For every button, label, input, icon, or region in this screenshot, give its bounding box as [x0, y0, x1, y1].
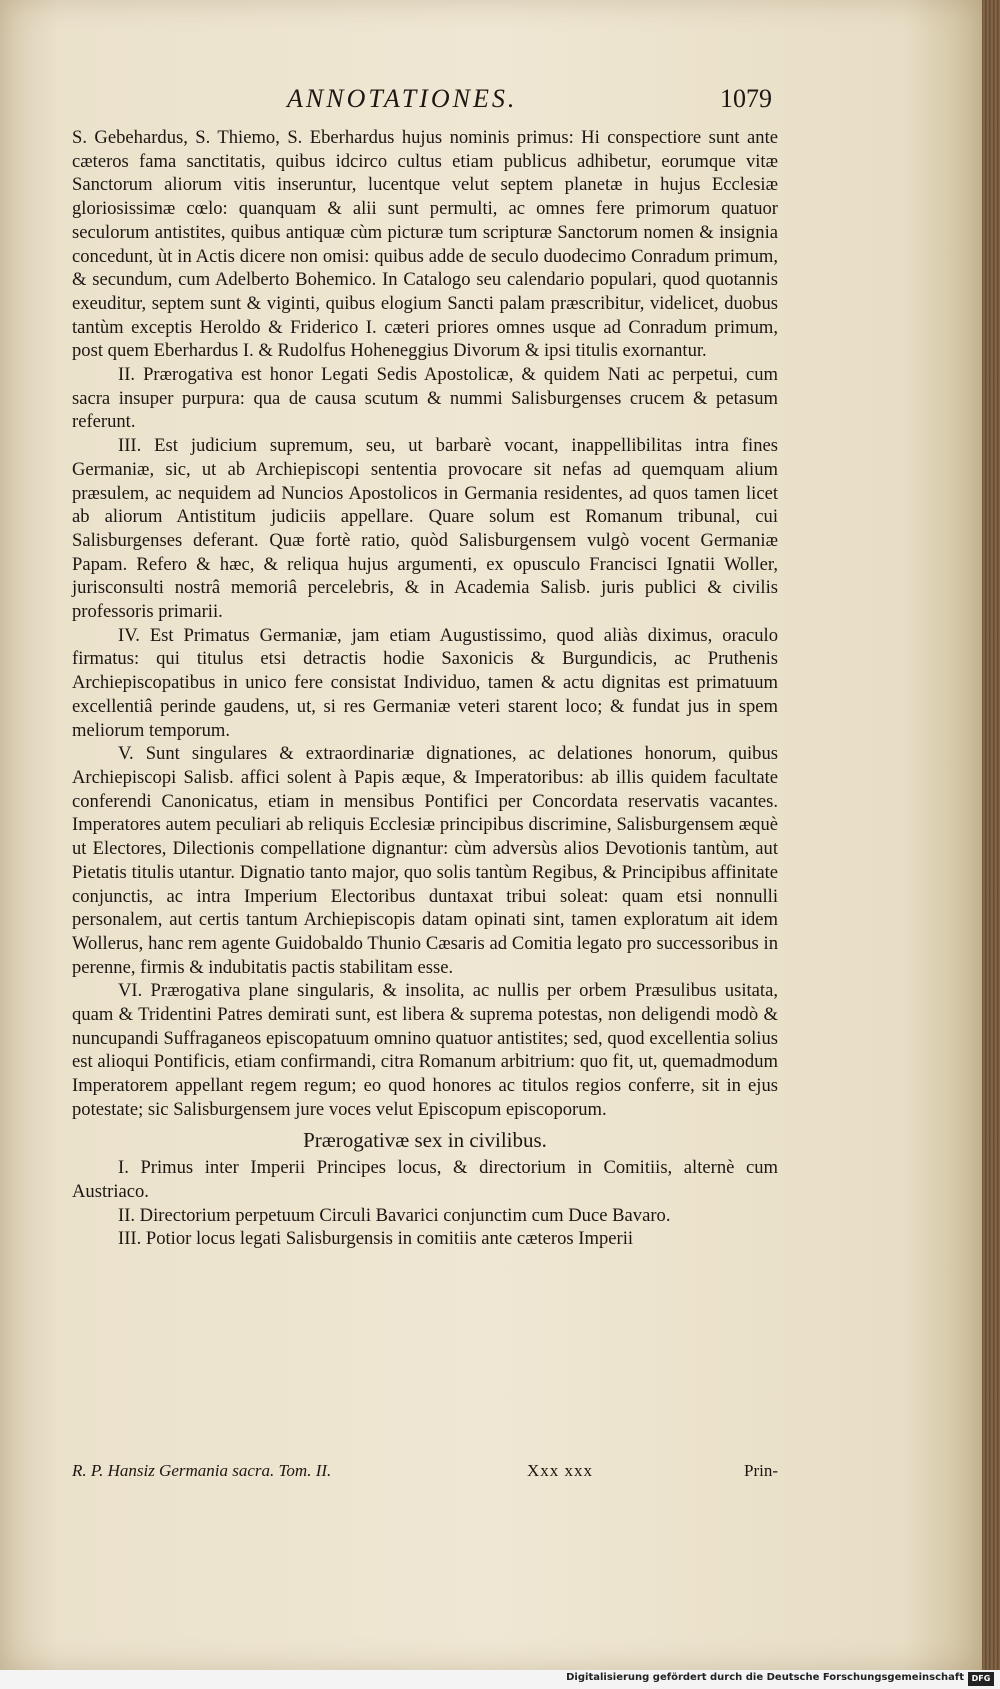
footer-book-title: R. P. Hansiz Germania sacra. Tom. II. — [72, 1461, 332, 1480]
section-heading: Prærogativæ sex in civilibus. — [303, 1127, 547, 1152]
page-header — [72, 84, 772, 124]
paragraph-prerogative-5: V. Sunt singulares & extraordinariæ dignationes, ac delationes honorum, quibus Archiepiscopi Salisb. affici solent à Papis æque, & Imperatoribus: ab illis quidem facultate conferendi Canonicatus, etiam in mensibus Pontifici per Concordata reservatis vacantes. Imperatores autem peculiari ab reliquis Ecclesiæ principibus discrimine, Salisburgensem æquè ut Electores, Dilectionis compellatione dignantur: cùm adversùs alios Devotionis tantùm, aut Pietatis titulis utantur. Dignatio tanto major, quo solis tantùm Regibus, & Principibus affinitate conjunctis, ac intra Imperium Electoribus duntaxat tribui soleat: quam etsi nonnulli personalem, aut certis tantum Archiepiscopis datam opinati sint, tamen exploratum ait idem Wollerus, hanc rem agente Guidobaldo Thunio Cæsaris ad Comitia legato pro successoribus in perenne, firmis & indubitatis pactis stabilitam esse. — [72, 743, 778, 978]
body-text — [72, 126, 778, 1251]
civil-item-2: II. Directorium perpetuum Circuli Bavarici conjunctim cum Duce Bavaro. — [118, 1204, 671, 1226]
civil-item-3: III. Potior locus legati Salisburgensis in comitiis ante cæteros Imperii — [118, 1228, 634, 1250]
digitization-credit: Digitalisierung gefördert durch die Deutsche Forschungsgemeinschaft — [566, 1672, 964, 1683]
page-footer — [72, 1461, 778, 1487]
paragraph-prerogative-4: IV. Est Primatus Germaniæ, jam etiam Augustissimo, quod aliàs diximus, oraculo firmatus: qui titulus etsi detractis hodie Saxonicis & Burgundicis, ac Pruthenis Archiepiscopatibus in unico fere consistat Individuo, tamen & actu dignitas est primatuum excellentiâ perinde gaudens, ut, si res Germaniæ veteri starent loco; & fundat jus in spem meliorum temporum. — [72, 624, 778, 741]
dfg-logo-icon: DFG — [968, 1672, 994, 1686]
paragraph-saints: S. Gebehardus, S. Thiemo, S. Eberhardus hujus nominis primus: Hi conspectiore sunt ante cæteros fama sanctitatis, quibus idcirco cultus etiam publicus adhibetur, eorumque vitæ Sanctorum aliorum vitis inseruntur, lucentque velut septem planetæ in hujus Ecclesiæ gloriosissimæ cœlo: quanquam & alii sunt permulti, ac omnes fere primorum quatuor seculorum antistites, quibus antiquæ cùm picturæ tum scripturæ Sanctorum nomen & insignia concedunt, ùt in Actis dicere non omisi: quibus adde de seculo duodecimo Conradum primum, & secundum, cum Adelberto Bohemico. In Catalogo seu calendario populari, quod quotannis exeuditur, septem sunt & viginti, quibus elogium Sancti palam præscribitur, videlicet, duobus tantùm exceptis Heroldo & Friderico I. cæteri priores omnes usque ad Conradum primum, post quem Eberhardus I. & Rudolfus Hoheneggius Divorum & ipsi titulis exornantur. — [72, 127, 778, 362]
paragraph-prerogative-6: VI. Prærogativa plane singularis, & insolita, ac nullis per orbem Præsulibus usitata, quam & Tridentini Patres demirati sunt, est libera & suprema potestas, non deligendi modò & nuncupandi Suffraganeos episcopatuum omnino quatuor antistites; sed, quod excellentia solius est alioqui Pontificis, etiam confirmandi, citra Romanum arbitrium: quo fit, ut, quemadmodum Imperatorem appellant regem regum; eo quod honores ac titulos regios conferre, sit in ejus potestate; sic Salisburgensem jure voces velut Episcopum episcoporum. — [72, 980, 778, 1120]
paragraph-prerogative-2: II. Prærogativa est honor Legati Sedis Apostolicæ, & quidem Nati ac perpetui, cum sacra insuper purpura: qua de causa scutum & nummi Salisburgenses crucem & petasum referunt. — [72, 364, 778, 433]
page-edge — [982, 0, 1000, 1670]
running-title: ANNOTATIONES. — [287, 84, 518, 113]
footer-catchword: Prin- — [744, 1461, 778, 1480]
page-number: 1079 — [720, 84, 772, 113]
civil-item-1: I. Primus inter Imperii Principes locus, & directorium in Comitiis, alternè cum Austriaco. — [72, 1157, 778, 1202]
paragraph-prerogative-3: III. Est judicium supremum, seu, ut barbarè vocant, inappellibilitas intra fines Germaniæ, sic, ut ab Archiepiscopi sententia provocare sit nefas ad quemquam alium præsulem, ac nequidem ad Nuncios Apostolicos in Germania residentes, ad quos tamen licet ab aliorum Antistitum judiciis appellare. Quare solum est Romanum tribunal, cui Salisburgenses deferant. Quæ fortè ratio, quòd Salisburgensem vulgò vocent Germaniæ Papam. Refero & hæc, & reliqua hujus argumenti, ex opusculo Francisci Ignatii Woller, jurisconsulti nostrâ memoriâ percelebris, & in Academia Salisb. juris publici & civilis professoris primarii. — [72, 435, 778, 623]
footer-signature-mark: Xxx xxx — [527, 1461, 594, 1480]
